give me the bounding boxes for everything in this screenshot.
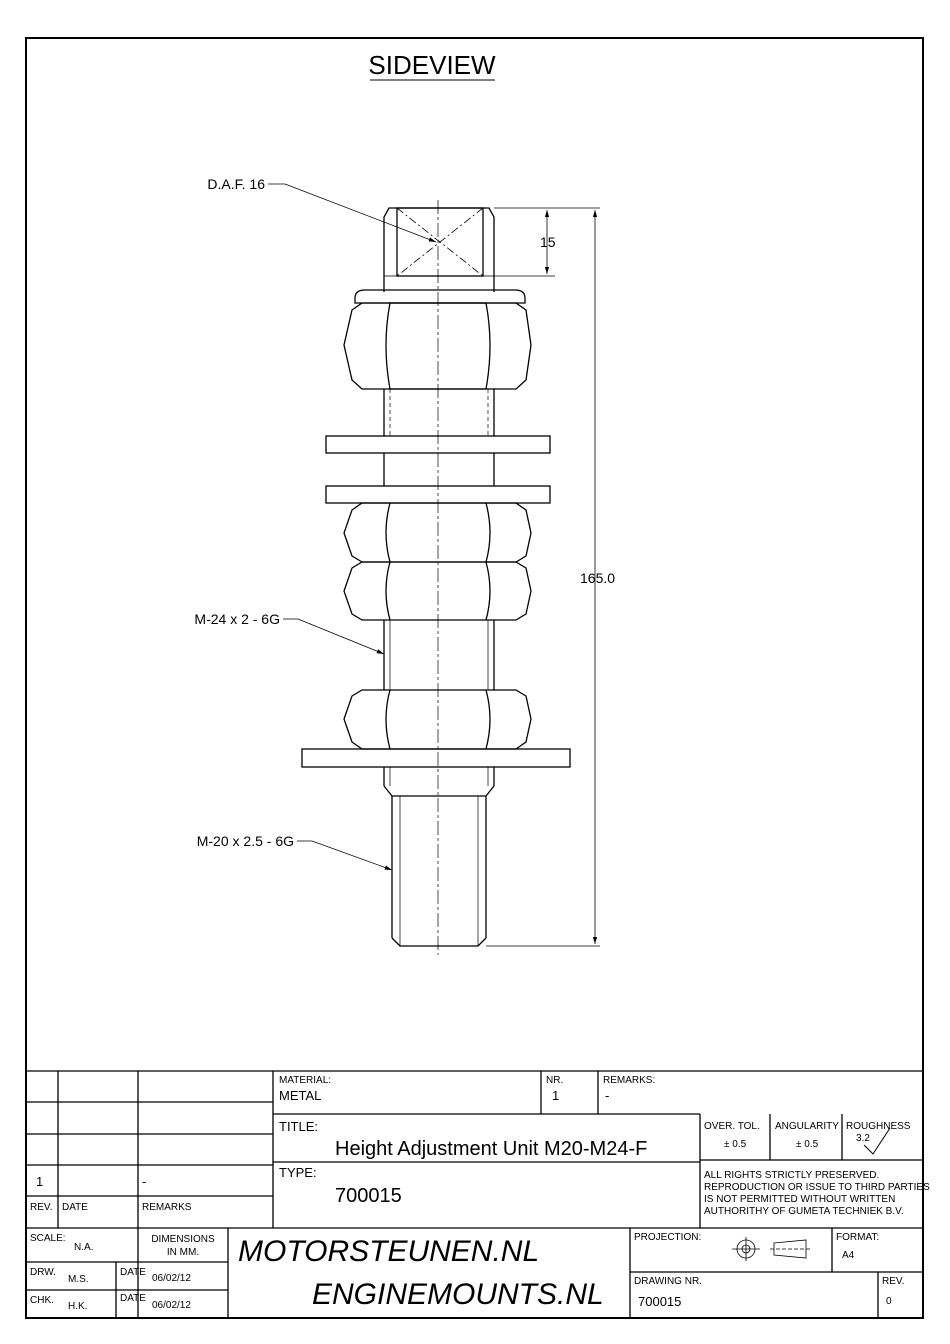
- drawn-date: 06/02/12: [152, 1273, 191, 1284]
- type-label: TYPE:: [279, 1165, 317, 1180]
- format-value: A4: [842, 1250, 855, 1261]
- over-tol-value: ± 0.5: [724, 1139, 747, 1150]
- title-label: TITLE:: [279, 1119, 319, 1134]
- brand-line-1: MOTORSTEUNEN.NL: [238, 1235, 540, 1268]
- roughness-label: ROUGHNESS: [846, 1121, 911, 1132]
- type-value: 700015: [335, 1185, 402, 1207]
- checked-by: H.K.: [68, 1301, 88, 1312]
- material-value: METAL: [279, 1088, 322, 1103]
- drawn-date-label: DATE: [120, 1267, 146, 1278]
- washer-lower: [302, 749, 570, 767]
- callout-thread-lower: M-20 x 2.5 - 6G: [196, 833, 294, 849]
- title-value: Height Adjustment Unit M20-M24-F: [335, 1138, 648, 1160]
- square-head: [384, 208, 494, 292]
- threaded-stud-m20: [392, 796, 486, 946]
- checked-date: 06/02/12: [152, 1300, 191, 1311]
- dimensioning: [268, 184, 600, 946]
- part-drawing: [302, 200, 570, 955]
- remarks-value: -: [605, 1088, 610, 1103]
- hex-nut-2: [344, 503, 531, 562]
- over-tol-label: OVER. TOL.: [704, 1121, 760, 1132]
- material-label: MATERIAL:: [279, 1075, 332, 1086]
- nr-value: 1: [552, 1088, 560, 1103]
- callout-thread-upper: M-24 x 2 - 6G: [194, 611, 280, 627]
- drawing-nr-label: DRAWING NR.: [634, 1276, 702, 1287]
- angularity-label: ANGULARITY: [775, 1121, 839, 1132]
- rev-header-remarks: REMARKS: [142, 1202, 192, 1213]
- nr-label: NR.: [546, 1075, 564, 1086]
- rev-header-date: DATE: [62, 1202, 88, 1213]
- threaded-shank-m24: [384, 620, 494, 690]
- rev-row-4-rev: 1: [36, 1174, 44, 1189]
- rights-line-3: IS NOT PERMITTED WITHOUT WRITTEN: [704, 1194, 896, 1205]
- scale-label: SCALE:: [30, 1233, 66, 1244]
- shank-between-washers: [384, 453, 494, 486]
- angularity-value: ± 0.5: [796, 1139, 819, 1150]
- drawn-label: DRW.: [30, 1267, 56, 1278]
- callout-daf: D.A.F. 16: [207, 176, 265, 192]
- checked-label: CHK.: [30, 1295, 54, 1306]
- leader-thread-lower: [297, 841, 392, 870]
- drawing-nr-value: 700015: [638, 1294, 682, 1309]
- projection-symbol-icon: [732, 1237, 810, 1261]
- leader-thread-upper: [283, 619, 384, 654]
- rights-line-1: ALL RIGHTS STRICTLY PRESERVED.: [704, 1170, 880, 1181]
- leader-daf: [268, 184, 436, 242]
- dimensions-unit-line-1: DIMENSIONS: [151, 1234, 215, 1245]
- rights-line-2: REPRODUCTION OR ISSUE TO THIRD PARTIES: [704, 1182, 930, 1193]
- roughness-value: 3.2: [856, 1133, 870, 1144]
- remarks-label: REMARKS:: [603, 1075, 656, 1086]
- rev-header-rev: REV.: [30, 1202, 53, 1213]
- dim-head-height: 15: [540, 234, 556, 250]
- format-label: FORMAT:: [836, 1232, 880, 1243]
- rights-line-4: AUTHORITHY OF GUMETA TECHNIEK B.V.: [704, 1206, 904, 1217]
- checked-date-label: DATE: [120, 1293, 146, 1304]
- shank-upper: [384, 389, 494, 436]
- drawn-by: M.S.: [68, 1274, 89, 1285]
- scale-value: N.A.: [74, 1242, 94, 1253]
- shank-lower: [384, 767, 494, 796]
- rev-value: 0: [886, 1296, 892, 1307]
- top-hex-nut: [344, 290, 531, 389]
- view-title: SIDEVIEW: [368, 50, 496, 80]
- dimensions-unit-line-2: IN MM.: [166, 1247, 200, 1258]
- brand-line-2: ENGINEMOUNTS.NL: [312, 1278, 604, 1311]
- dim-overall-length: 165.0: [580, 570, 616, 586]
- rev-row-4-remarks: -: [142, 1174, 147, 1189]
- hex-nut-3: [344, 562, 531, 620]
- projection-label: PROJECTION:: [634, 1232, 702, 1243]
- rev-label: REV.: [882, 1276, 905, 1287]
- hex-nut-4: [344, 690, 531, 749]
